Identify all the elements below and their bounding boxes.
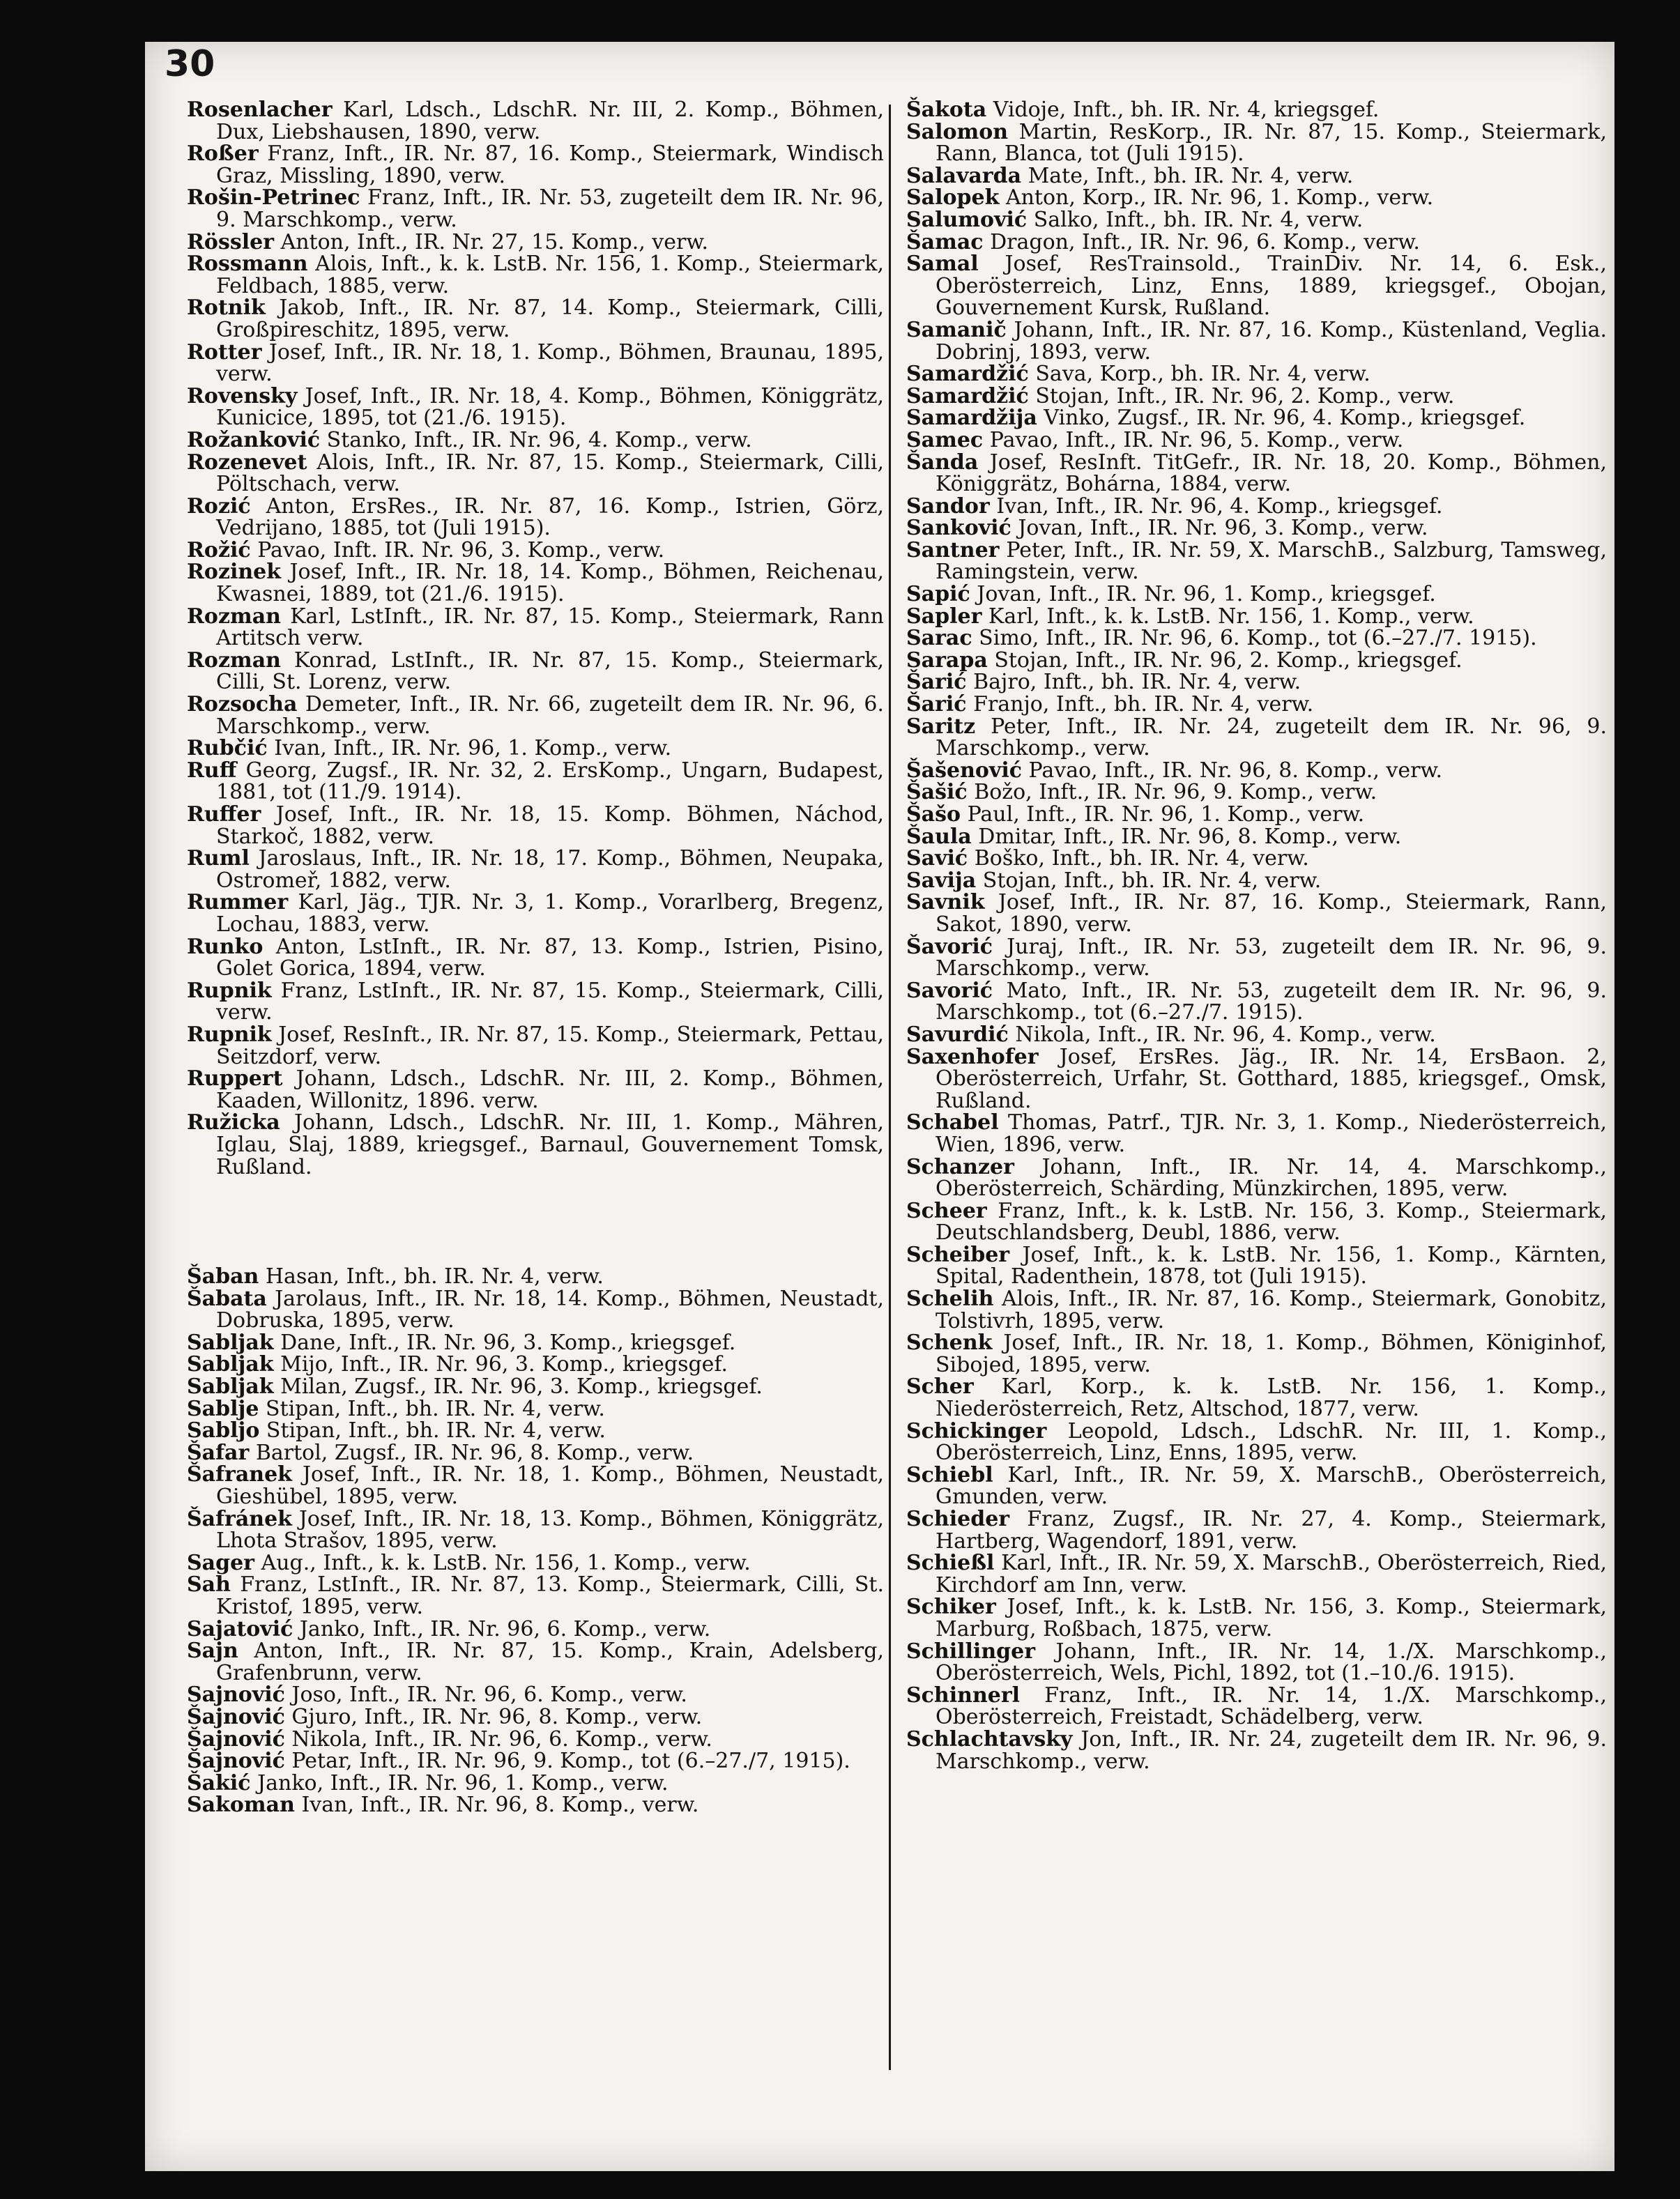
entry-details: Josef, Inft., IR. Nr. 87, 16. Komp., Steiermark, Rann, Sakot, 1890, verw. [936, 890, 1607, 937]
entry-details: Peter, Inft., IR. Nr. 24, zugeteilt dem IR. Nr. 96, 9. Marschkomp., verw. [936, 714, 1607, 761]
entry-surname: Schießl [906, 1551, 995, 1576]
entry-details: Ivan, Inft., IR. Nr. 96, 1. Komp., verw. [274, 736, 672, 761]
left-column [187, 99, 884, 1816]
entry-surname: Sabljo [187, 1418, 260, 1443]
list-entry [187, 99, 884, 143]
entry-surname: Saxenhofer [906, 1044, 1039, 1069]
entry-details: Konrad, LstInft., IR. Nr. 87, 15. Komp., Steiermark, Cilli, St. Lorenz, verw. [216, 648, 884, 695]
list-entry [906, 319, 1607, 363]
page-number: 30 [165, 43, 215, 85]
entry-details: Leopold, Ldsch., LdschR. Nr. III, 1. Komp., Oberösterreich, Linz, Enns, 1895, verw. [936, 1418, 1607, 1466]
entry-details: Aug., Inft., k. k. LstB. Nr. 156, 1. Komp., verw. [261, 1550, 751, 1575]
list-entry [187, 1442, 884, 1464]
entry-surname: Samal [906, 252, 979, 277]
entry-details: Janko, Inft., IR. Nr. 96, 1. Komp., verw. [257, 1770, 669, 1795]
entry-surname: Samanič [906, 317, 1007, 342]
list-entry [187, 1464, 884, 1508]
entry-surname: Šafránek [187, 1506, 292, 1531]
entry-surname: Schanzer [906, 1154, 1014, 1179]
list-entry [906, 716, 1607, 760]
list-entry [187, 1068, 884, 1112]
entry-details: Johann, Ldsch., LdschR. Nr. III, 2. Komp., Böhmen, Kaaden, Willonitz, 1896. verw. [216, 1066, 884, 1113]
list-entry [906, 1552, 1607, 1596]
entry-details: Janko, Inft., IR. Nr. 96, 6. Komp., verw. [299, 1616, 711, 1641]
entry-surname: Šabata [187, 1286, 267, 1311]
entry-details: Jakob, Inft., IR. Nr. 87, 14. Komp., Steiermark, Cilli, Großpireschitz, 1895, verw. [216, 296, 884, 342]
list-entry [187, 1112, 884, 1178]
list-entry [906, 1046, 1607, 1112]
entry-surname: Sah [187, 1572, 231, 1597]
entry-details: Peter, Inft., IR. Nr. 59, X. MarschB., Salzburg, Tamsweg, Ramingstein, verw. [936, 537, 1607, 585]
entry-surname: Sandor [906, 493, 990, 519]
entry-surname: Santner [906, 537, 1000, 562]
entry-details: Johann, Inft., IR. Nr. 14, 1./X. Marschkomp., Oberösterreich, Wels, Pichl, 1892, tot (1.–10./6. 1915). [936, 1639, 1607, 1686]
entry-surname: Rössler [187, 229, 275, 254]
entry-details: Jon, Inft., IR. Nr. 24, zugeteilt dem IR. Nr. 96, 9. Marschkomp., verw. [936, 1726, 1607, 1774]
list-entry [906, 760, 1607, 782]
entry-surname: Schiker [906, 1595, 996, 1620]
entry-details: Anton, Inft., IR. Nr. 87, 15. Komp., Krain, Adelsberg, Grafenbrunn, verw. [216, 1639, 884, 1685]
entry-surname: Šajnović [187, 1726, 285, 1752]
list-entry [906, 1288, 1607, 1332]
entry-details: Pavao, Inft., IR. Nr. 96, 8. Komp., verw. [1028, 758, 1443, 783]
list-entry [187, 737, 884, 760]
list-entry [906, 1156, 1607, 1200]
entry-surname: Rotter [187, 339, 262, 365]
entry-surname: Samardžić [906, 362, 1029, 387]
list-entry [906, 187, 1607, 209]
entry-surname: Rozman [187, 604, 281, 629]
list-entry [187, 297, 884, 341]
list-entry [906, 1200, 1607, 1244]
entry-surname: Salumović [906, 207, 1028, 232]
list-entry [187, 385, 884, 429]
entry-details: Karl, Inft., IR. Nr. 59, X. MarschB., Oberösterreich, Ried, Kirchdorf am Inn, verw. [936, 1551, 1607, 1597]
entry-surname: Rubčić [187, 736, 268, 761]
list-entry [187, 1354, 884, 1376]
entry-surname: Ruppert [187, 1066, 283, 1091]
list-entry [906, 980, 1607, 1024]
entry-surname: Šajnović [187, 1749, 285, 1774]
list-entry [906, 1685, 1607, 1729]
entry-surname: Savurdić [906, 1022, 1009, 1047]
entry-surname: Sajatović [187, 1616, 293, 1641]
entry-details: Petar, Inft., IR. Nr. 96, 9. Komp., tot (6.–27./7, 1915). [291, 1749, 850, 1774]
entry-details: Dane, Inft., IR. Nr. 96, 3. Komp., kriegsgef. [280, 1330, 736, 1355]
entry-surname: Sarac [906, 626, 972, 651]
list-entry [187, 1420, 884, 1442]
entry-details: Franjo, Inft., bh. IR. Nr. 4, verw. [973, 692, 1314, 717]
entry-details: Josef, ResInft. TitGefr., IR. Nr. 18, 20. Komp., Böhmen, Königgrätz, Bohárna, 1884, verw. [936, 450, 1608, 497]
entry-details: Jovan, Inft., IR. Nr. 96, 3. Komp., verw. [1018, 516, 1428, 541]
entry-surname: Rosenlacher [187, 98, 333, 122]
list-entry [906, 1726, 1607, 1774]
entry-surname: Savorić [906, 978, 993, 1003]
entry-surname: Šašić [906, 780, 968, 805]
list-entry [906, 209, 1607, 231]
entry-details: Johann, Inft., IR. Nr. 87, 16. Komp., Küstenland, Veglia. Dobrinj, 1893, verw. [936, 317, 1607, 365]
entry-details: Alois, Inft., IR. Nr. 87, 16. Komp., Steiermark, Gonobitz, Tolstivrh, 1895, verw. [936, 1287, 1607, 1333]
entry-surname: Sajn [187, 1639, 238, 1664]
entry-details: Josef, ResInft., IR. Nr. 87, 15. Komp., Steiermark, Pettau, Seitzdorf, verw. [216, 1022, 885, 1069]
entry-details: Johann, Ldsch., LdschR. Nr. III, 1. Komp., Mähren, Iglau, Slaj, 1889, kriegsgef., Barnaul, Gouvernement Tomsk, Rußland. [216, 1110, 884, 1179]
list-entry [906, 627, 1607, 650]
entry-details: Mato, Inft., IR. Nr. 53, zugeteilt dem IR. Nr. 96, 9. Marschkomp., tot (6.–27./7. 1915). [936, 978, 1607, 1025]
entry-surname: Sapić [906, 582, 970, 607]
list-entry [187, 1552, 884, 1574]
entry-surname: Sager [187, 1550, 254, 1575]
entry-details: Josef, ResTrainsold., TrainDiv. Nr. 14, 6. Esk., Oberösterreich, Linz, Enns, 1889, kriegsgef., Obojan, Gouvernement Kursk, Rußland. [936, 252, 1607, 321]
entry-details: Jaroslaus, Inft., IR. Nr. 18, 17. Komp., Böhmen, Neupaka, Ostromeř, 1882, verw. [216, 846, 884, 893]
entry-surname: Šafranek [187, 1462, 292, 1487]
list-entry [906, 385, 1607, 408]
list-entry [906, 1376, 1607, 1420]
entry-details: Mijo, Inft., IR. Nr. 96, 3. Komp., kriegsgef. [280, 1352, 728, 1377]
list-entry [187, 1574, 884, 1618]
entry-details: Karl, Jäg., TJR. Nr. 3, 1. Komp., Vorarlberg, Bregenz, Lochau, 1883, verw. [216, 890, 884, 937]
list-entry [906, 99, 1607, 121]
entry-surname: Scheiber [906, 1242, 1010, 1267]
section-gap [187, 1178, 884, 1266]
list-entry [906, 1508, 1607, 1552]
list-entry [187, 1618, 884, 1641]
list-entry [906, 1641, 1607, 1685]
entry-surname: Schickinger [906, 1418, 1047, 1443]
entry-details: Ivan, Inft., IR. Nr. 96, 8. Komp., verw. [301, 1793, 699, 1818]
entry-details: Karl, Inft., k. k. LstB. Nr. 156, 1. Komp., verw. [988, 604, 1474, 629]
entry-surname: Rozenevet [187, 450, 307, 475]
list-entry [187, 1332, 884, 1354]
entry-surname: Rupnik [187, 978, 272, 1003]
entry-surname: Šakota [906, 98, 987, 122]
list-entry [906, 671, 1607, 694]
entry-details: Paul, Inft., IR. Nr. 96, 1. Komp., verw. [967, 802, 1365, 827]
entry-surname: Schieder [906, 1507, 1010, 1531]
entry-details: Demeter, Inft., IR. Nr. 66, zugeteilt dem IR. Nr. 96, 6. Marschkomp., verw. [216, 692, 884, 739]
list-entry [187, 1706, 884, 1729]
entry-surname: Šavorić [906, 934, 993, 959]
entry-details: Josef, Inft., IR. Nr. 18, 15. Komp. Böhmen, Náchod, Starkoč, 1882, verw. [216, 802, 884, 849]
list-entry [906, 1244, 1607, 1288]
list-entry [187, 1772, 884, 1795]
entry-details: Karl, Ldsch., LdschR. Nr. III, 2. Komp., Böhmen, Dux, Liebshausen, 1890, verw. [216, 98, 884, 144]
entry-details: Nikola, Inft., IR. Nr. 96, 4. Komp., verw. [1015, 1022, 1436, 1047]
list-entry [906, 870, 1607, 892]
entry-surname: Sajnović [187, 1683, 285, 1708]
list-entry [187, 606, 884, 650]
list-entry [187, 539, 884, 562]
list-entry [906, 121, 1607, 165]
entry-surname: Schelih [906, 1287, 994, 1312]
entry-details: Anton, Korp., IR. Nr. 96, 1. Komp., verw. [1005, 185, 1434, 210]
entry-surname: Šarić [906, 670, 967, 695]
entry-surname: Scheer [906, 1198, 987, 1223]
entry-details: Franz, LstInft., IR. Nr. 87, 15. Komp., Steiermark, Cilli, verw. [216, 978, 884, 1025]
entry-surname: Ruml [187, 846, 250, 871]
list-entry [187, 1508, 884, 1552]
list-entry [187, 760, 884, 804]
list-entry [906, 1024, 1607, 1046]
entry-surname: Sakoman [187, 1793, 295, 1818]
list-entry [906, 650, 1607, 672]
entry-surname: Schenk [906, 1331, 993, 1356]
entry-details: Juraj, Inft., IR. Nr. 53, zugeteilt dem IR. Nr. 96, 9. Marschkomp., verw. [936, 934, 1607, 981]
entry-details: Josef, Inft., IR. Nr. 18, 13. Komp., Böhmen, Königgrätz, Lhota Strašov, 1895, verw. [216, 1506, 884, 1554]
entry-surname: Rozinek [187, 560, 282, 585]
entry-details: Simo, Inft., IR. Nr. 96, 6. Komp., tot (6.–27./7. 1915). [979, 626, 1537, 651]
entry-details: Anton, ErsRes., IR. Nr. 87, 16. Komp., Istrien, Görz, Vedrijano, 1885, tot (Juli 1915). [216, 493, 884, 541]
list-entry [906, 848, 1607, 870]
entry-details: Bartol, Zugsf., IR. Nr. 96, 8. Komp., verw. [255, 1440, 694, 1465]
list-entry [906, 452, 1607, 496]
entry-surname: Sabljak [187, 1374, 274, 1400]
entry-details: Mate, Inft., bh. IR. Nr. 4, verw. [1028, 163, 1354, 188]
entry-surname: Roßer [187, 141, 259, 167]
list-entry [187, 493, 884, 541]
list-entry [906, 804, 1607, 826]
entry-details: Božo, Inft., IR. Nr. 96, 9. Komp., verw. [974, 780, 1377, 805]
list-entry [906, 606, 1607, 628]
list-entry [906, 936, 1607, 980]
entry-details: Vinko, Zugsf., IR. Nr. 96, 4. Komp., kriegsgef. [1044, 406, 1526, 431]
entry-details: Stanko, Inft., IR. Nr. 96, 4. Komp., verw. [326, 427, 752, 452]
entry-surname: Savić [906, 846, 968, 871]
entry-details: Thomas, Patrf., TJR. Nr. 3, 1. Komp., Niederösterreich, Wien, 1896, verw. [936, 1110, 1607, 1157]
entry-surname: Samardžija [906, 406, 1037, 431]
entry-surname: Schabel [906, 1110, 999, 1135]
entry-details: Sava, Korp., bh. IR. Nr. 4, verw. [1035, 362, 1370, 387]
list-entry [906, 1420, 1607, 1464]
entry-details: Alois, Inft., k. k. LstB. Nr. 156, 1. Komp., Steiermark, Feldbach, 1885, verw. [216, 252, 884, 298]
list-entry [187, 452, 884, 496]
entry-details: Dmitar, Inft., IR. Nr. 96, 8. Komp., verw. [978, 824, 1402, 849]
list-entry [187, 1726, 884, 1752]
list-entry [906, 1112, 1607, 1156]
entry-surname: Šaban [187, 1264, 259, 1289]
list-entry [187, 1640, 884, 1684]
entry-surname: Šajnović [187, 1704, 285, 1729]
list-entry [187, 1024, 884, 1068]
entry-details: Josef, ErsRes. Jäg., IR. Nr. 14, ErsBaon. 2, Oberösterreich, Urfahr, St. Gotthard, 1885, kriegsgef., Omsk, Rußland. [936, 1044, 1607, 1113]
entry-surname: Sabljak [187, 1330, 274, 1355]
list-entry [906, 253, 1607, 319]
entry-surname: Saritz [906, 714, 976, 739]
list-entry [906, 407, 1607, 429]
entry-details: Stojan, Inft., IR. Nr. 96, 2. Komp., kriegsgef. [994, 648, 1463, 673]
entry-details: Anton, Inft., IR. Nr. 27, 15. Komp., verw. [280, 229, 708, 254]
entry-surname: Sapler [906, 604, 982, 629]
list-entry [906, 363, 1607, 385]
list-entry [906, 891, 1607, 935]
list-entry [187, 1376, 884, 1398]
entry-details: Ivan, Inft., IR. Nr. 96, 4. Komp., kriegsgef. [996, 493, 1443, 519]
entry-surname: Rotnik [187, 296, 266, 321]
entry-surname: Sablje [187, 1396, 259, 1421]
list-entry [906, 429, 1607, 452]
entry-surname: Scher [906, 1374, 974, 1400]
entry-surname: Schlachtavsky [906, 1726, 1073, 1752]
list-entry [906, 694, 1607, 716]
entry-details: Franz, Inft., IR. Nr. 87, 16. Komp., Steiermark, Windisch Graz, Missling, 1890, verw. [216, 141, 884, 188]
entry-details: Boško, Inft., bh. IR. Nr. 4, verw. [974, 846, 1309, 871]
list-entry [187, 1288, 884, 1332]
entry-details: Josef, Inft., IR. Nr. 18, 1. Komp., Böhmen, Königinhof, Sibojed, 1895, verw. [936, 1331, 1607, 1377]
entry-surname: Ružicka [187, 1110, 280, 1135]
entry-surname: Šamac [906, 229, 984, 254]
list-entry [187, 187, 884, 231]
entry-details: Karl, Korp., k. k. LstB. Nr. 156, 1. Komp., Niederösterreich, Retz, Altschod, 1877, verw. [936, 1374, 1607, 1422]
list-entry [906, 1332, 1607, 1376]
entry-surname: Rožanković [187, 427, 321, 452]
entry-surname: Salomon [906, 119, 1009, 144]
entry-surname: Sabljak [187, 1352, 274, 1377]
list-entry [187, 650, 884, 694]
entry-details: Bajro, Inft., bh. IR. Nr. 4, verw. [973, 670, 1301, 695]
entry-surname: Savija [906, 868, 977, 893]
list-entry [187, 1750, 884, 1772]
entry-surname: Schillinger [906, 1639, 1036, 1664]
list-entry [187, 231, 884, 254]
entry-details: Anton, LstInft., IR. Nr. 87, 13. Komp., Istrien, Pisino, Golet Gorica, 1894, verw. [216, 934, 884, 981]
entry-details: Pavao, Inft., IR. Nr. 96, 5. Komp., verw. [989, 427, 1404, 452]
entry-details: Stojan, Inft., IR. Nr. 96, 2. Komp., verw. [1035, 383, 1455, 408]
entry-details: Joso, Inft., IR. Nr. 96, 6. Komp., verw. [291, 1683, 687, 1708]
list-entry [187, 1398, 884, 1420]
list-entry [187, 891, 884, 935]
list-entry [906, 517, 1607, 539]
entry-surname: Samardžić [906, 383, 1029, 408]
entry-details: Jarolaus, Inft., IR. Nr. 18, 14. Komp., Böhmen, Neustadt, Dobruska, 1895, verw. [216, 1286, 884, 1333]
list-entry [187, 1266, 884, 1288]
entry-surname: Sarapa [906, 648, 988, 673]
entry-details: Jovan, Inft., IR. Nr. 96, 1. Komp., kriegsgef. [977, 582, 1436, 607]
entry-details: Salko, Inft., bh. IR. Nr. 4, verw. [1033, 207, 1364, 232]
list-entry [906, 1596, 1607, 1640]
entry-details: Johann, Inft., IR. Nr. 14, 4. Marschkomp., Oberösterreich, Schärding, Münzkirchen, 1895, verw. [936, 1154, 1607, 1202]
list-entry [187, 143, 884, 187]
entry-details: Franz, Inft., IR. Nr. 53, zugeteilt dem IR. Nr. 96, 9. Marschkomp., verw. [216, 185, 884, 232]
list-entry [187, 848, 884, 891]
entry-surname: Schiebl [906, 1462, 993, 1487]
list-entry [906, 781, 1607, 804]
list-entry [906, 583, 1607, 606]
entry-surname: Salavarda [906, 163, 1022, 188]
entry-details: Franz, Inft., k. k. LstB. Nr. 156, 3. Komp., Steiermark, Deutschlandsberg, Deubl, 1886, verw. [936, 1198, 1607, 1246]
entry-details: Josef, Inft., k. k. LstB. Nr. 156, 3. Komp., Steiermark, Marburg, Roßbach, 1875, verw. [936, 1595, 1607, 1641]
list-entry [906, 539, 1607, 583]
entry-surname: Rovensky [187, 383, 298, 408]
entry-surname: Savnik [906, 890, 985, 915]
entry-details: Josef, Inft., k. k. LstB. Nr. 156, 1. Komp., Kärnten, Spital, Radenthein, 1878, tot (Juli 1915). [936, 1242, 1607, 1289]
entry-details: Vidoje, Inft., bh. IR. Nr. 4, kriegsgef. [993, 98, 1380, 122]
entry-surname: Šakić [187, 1770, 251, 1795]
entry-surname: Šašo [906, 802, 961, 827]
list-entry [187, 936, 884, 980]
right-column [906, 99, 1607, 1772]
list-entry [906, 165, 1607, 187]
entry-details: Gjuro, Inft., IR. Nr. 96, 8. Komp., verw. [291, 1704, 703, 1729]
entry-surname: Šašenović [906, 758, 1022, 783]
entry-details: Dragon, Inft., IR. Nr. 96, 6. Komp., verw. [990, 229, 1420, 254]
list-entry [906, 493, 1607, 519]
list-entry [906, 826, 1607, 848]
entry-surname: Rupnik [187, 1022, 272, 1047]
entry-details: Josef, Inft., IR. Nr. 18, 1. Komp., Böhmen, Neustadt, Gieshübel, 1895, verw. [216, 1462, 884, 1510]
entry-surname: Rozman [187, 648, 281, 673]
entry-details: Pavao, Inft. IR. Nr. 96, 3. Komp., verw. [257, 537, 665, 562]
entry-surname: Rožić [187, 537, 251, 562]
entry-surname: Rošin-Petrinec [187, 185, 360, 210]
entry-details: Stojan, Inft., bh. IR. Nr. 4, verw. [982, 868, 1322, 893]
entry-surname: Salopek [906, 185, 1000, 210]
entry-details: Stipan, Inft., bh. IR. Nr. 4, verw. [266, 1418, 606, 1443]
entry-surname: Rozsocha [187, 692, 298, 717]
entry-surname: Ruff [187, 758, 237, 783]
list-entry [187, 980, 884, 1024]
entry-details: Franz, LstInft., IR. Nr. 87, 13. Komp., Steiermark, Cilli, St. Kristof, 1895, verw. [216, 1572, 884, 1619]
entry-surname: Rummer [187, 890, 289, 915]
list-entry [187, 339, 884, 387]
entry-surname: Šaula [906, 824, 972, 849]
entry-surname: Rossmann [187, 252, 308, 277]
list-entry [187, 253, 884, 297]
list-entry [187, 561, 884, 605]
entry-details: Milan, Zugsf., IR. Nr. 96, 3. Komp., kriegsgef. [280, 1374, 763, 1400]
entry-surname: Schinnerl [906, 1683, 1021, 1708]
entry-details: Karl, LstInft., IR. Nr. 87, 15. Komp., Steiermark, Rann Artitsch verw. [216, 604, 884, 651]
entry-details: Franz, Zugsf., IR. Nr. 27, 4. Komp., Steiermark, Hartberg, Wagendorf, 1891, verw. [936, 1507, 1607, 1554]
entry-details: Josef, Inft., IR. Nr. 18, 1. Komp., Böhmen, Braunau, 1895, verw. [216, 339, 884, 387]
entry-surname: Ruffer [187, 802, 261, 827]
entry-details: Nikola, Inft., IR. Nr. 96, 6. Komp., verw. [291, 1726, 712, 1752]
entry-surname: Rozić [187, 493, 251, 519]
entry-details: Stipan, Inft., bh. IR. Nr. 4, verw. [265, 1396, 605, 1421]
entry-details: Karl, Inft., IR. Nr. 59, X. MarschB., Oberösterreich, Gmunden, verw. [936, 1462, 1607, 1510]
entry-surname: Samec [906, 427, 984, 452]
entry-surname: Runko [187, 934, 264, 959]
entry-details: Franz, Inft., IR. Nr. 14, 1./X. Marschkomp., Oberösterreich, Freistadt, Schädelberg, verw. [936, 1683, 1607, 1730]
entry-details: Alois, Inft., IR. Nr. 87, 15. Komp., Steiermark, Cilli, Pöltschach, verw. [216, 450, 884, 497]
entry-surname: Šarić [906, 692, 967, 717]
entry-surname: Šanda [906, 450, 979, 475]
entry-details: Josef, Inft., IR. Nr. 18, 14. Komp., Böhmen, Reichenau, Kwasnei, 1889, tot (21./6. 1915). [216, 560, 884, 607]
entry-details: Hasan, Inft., bh. IR. Nr. 4, verw. [265, 1264, 604, 1289]
list-entry [187, 1794, 884, 1816]
list-entry [187, 429, 884, 452]
list-entry [187, 1684, 884, 1706]
column-divider [889, 105, 891, 2070]
list-entry [906, 231, 1607, 254]
entry-surname: Šafar [187, 1440, 250, 1465]
entry-details: Martin, ResKorp., IR. Nr. 87, 15. Komp., Steiermark, Rann, Blanca, tot (Juli 1915). [936, 119, 1607, 167]
entry-details: Josef, Inft., IR. Nr. 18, 4. Komp., Böhmen, Königgrätz, Kunicice, 1895, tot (21./6. 1915). [216, 383, 884, 431]
list-entry [187, 694, 884, 737]
entry-details: Georg, Zugsf., IR. Nr. 32, 2. ErsKomp., Ungarn, Budapest, 1881, tot (11./9. 1914). [216, 758, 885, 805]
list-entry [906, 1464, 1607, 1508]
entry-surname: Sanković [906, 516, 1011, 541]
list-entry [187, 804, 884, 848]
